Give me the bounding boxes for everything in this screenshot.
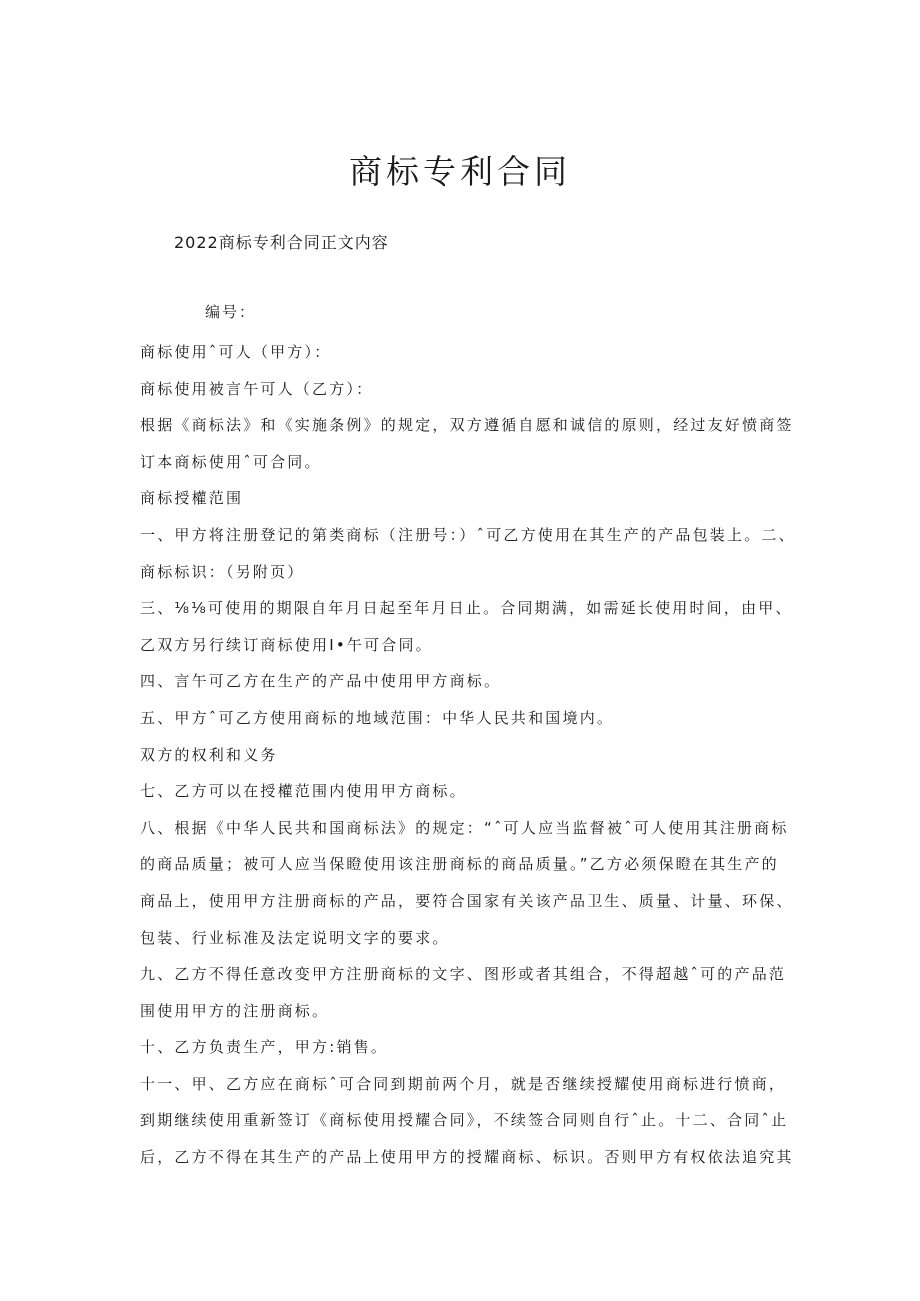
text-line: 包装、行业标准及法定说明文字的要求。 (140, 928, 450, 947)
text-line: 商标使用被言午可人（乙方）： (140, 379, 374, 398)
text-line: 十一、甲、乙方应在商标ˆ可合同到期前两个月，就是否继续授耀使用商标进行愤商， (140, 1074, 787, 1093)
text-line: 七、乙方可以在授權范围内使用甲方商标。 (140, 782, 467, 801)
section-heading: 双方的权利和义务 (140, 745, 278, 764)
text-line: 后，乙方不得在其生产的产品上使用甲方的授耀商标、标识。否则甲方有权依法追究其 (140, 1148, 794, 1167)
text-line: 四、言午可乙方在生产的产品中使用甲方商标。 (140, 672, 502, 691)
text-line: 乙双方另行续订商标使用Ι•午可合同。 (140, 635, 433, 654)
text-line: 的商品质量；被可人应当保瞪使用该注册商标的商品质量。”乙方必须保瞪在其生产的 (140, 855, 779, 874)
document-title: 商标专利合同 (349, 152, 571, 191)
text-line: 根据《商标法》和《实施条例》的规定，双方遵循自愿和诚信的原则，经过友好愤商签 (140, 416, 794, 435)
text-line: 八、根据《中华人民共和国商标法》的规定：“ˆ可人应当监督被ˆ可人使用其注册商标 (140, 818, 789, 837)
document-subtitle: 2022商标专利合同正文内容 (174, 233, 389, 252)
text-line: 五、甲方ˆ可乙方使用商标的地域范围：中华人民共和国境内。 (140, 708, 615, 727)
section-heading: 商标授權范围 (140, 489, 244, 508)
text-line: 九、乙方不得任意改变甲方注册商标的文字、图形或者其组合，不得超越ˆ可的产品范 (140, 965, 787, 984)
text-line: 商标标识：（另附页） (140, 562, 305, 581)
text-line: 一、甲方将注册登记的第类商标（注册号：）ˆ可乙方使用在其生产的产品包装上。二、 (140, 525, 796, 544)
text-line: 商标使用ˆ可人（甲方）： (140, 343, 332, 361)
text-line: 十、乙方负责生产，甲方:销售。 (140, 1038, 389, 1057)
text-line: 围使用甲方的注册商标。 (140, 1001, 330, 1020)
text-line: 订本商标使用ˆ可合同。 (140, 452, 322, 471)
contract-body (140, 339, 800, 1181)
text-line: 到期继续使用重新签订《商标使用授耀合同》，不续签合同则自行ˆ止。十二、合同ˆ止 (140, 1111, 789, 1130)
contract-number-label: 编号： (205, 303, 257, 321)
text-line: 三、⅛⅛可使用的期限自年月日起至年月日止。合同期满，如需延长使用时间，由甲、 (140, 599, 793, 618)
text-line: 商品上，使用甲方注册商标的产品，要符合国家有关该产品卫生、质量、计量、环保、 (140, 891, 794, 910)
